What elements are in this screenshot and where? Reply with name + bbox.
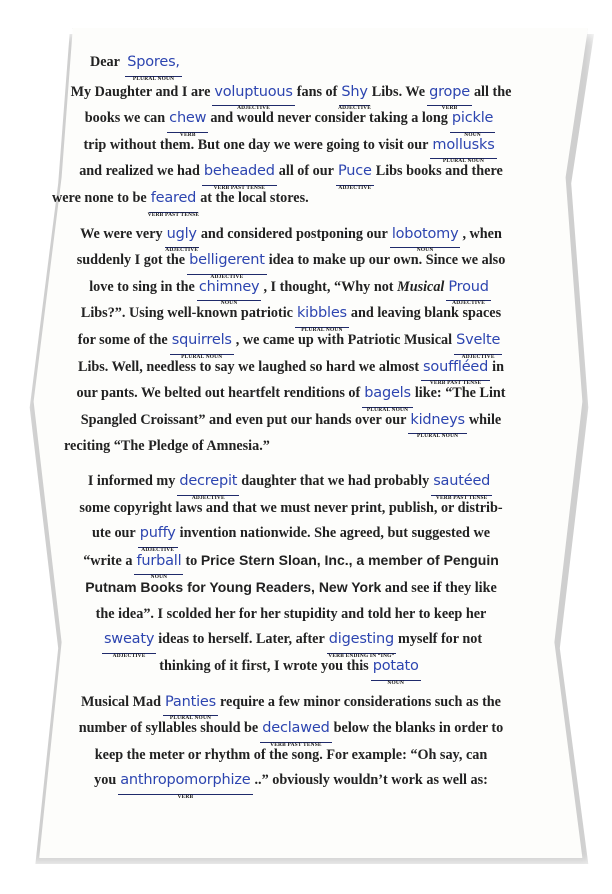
text: love to sing in the: [89, 278, 195, 295]
blank-fill: [450, 106, 495, 138]
text: myself for not: [398, 631, 483, 648]
text: below the blanks in order to: [333, 720, 504, 737]
filled-word: kidneys: [410, 411, 465, 428]
text: Spangled Croissant” and even put our hands over our: [80, 411, 407, 428]
word-type-caption: NOUN: [416, 247, 434, 254]
word-type-caption: VERB PAST TENSE: [213, 184, 266, 191]
blank-fill: [177, 469, 239, 501]
word-type-caption: VERB PAST TENSE: [147, 211, 200, 218]
blank-fill: [454, 328, 502, 360]
filled-word: lobotomy: [391, 225, 459, 242]
filled-word: Spores,: [127, 54, 180, 70]
word-type-caption: PLURAL NOUN: [442, 158, 485, 165]
blank-fill: [362, 381, 413, 413]
word-type-caption: NOUN: [464, 131, 481, 138]
word-type-caption: ADJECTIVE: [452, 300, 486, 307]
blank-fill: [163, 690, 218, 722]
text: I informed my: [87, 472, 176, 489]
text: for some of the: [77, 331, 168, 348]
text-line: [52, 133, 530, 165]
text: keep the meter or rhythm of the song. For example: “Oh say, can: [94, 746, 488, 763]
text-line: [52, 248, 530, 280]
blank-fill: [212, 80, 294, 112]
text-line: [52, 602, 530, 628]
word-type-caption: ADJECTIVE: [338, 184, 372, 191]
blank-fill: [147, 186, 200, 218]
text-line: [52, 768, 530, 801]
text-line: [52, 186, 530, 218]
text-line: [52, 408, 530, 440]
text: suddenly I got the: [76, 252, 186, 269]
filled-word: puffy: [139, 525, 176, 542]
blank-fill: [197, 275, 262, 307]
text: Price Stern Sloan, Inc., a member of Penguin: [200, 551, 499, 568]
text: were none to be: [52, 189, 147, 206]
blank-fill: [138, 521, 178, 553]
text: invention nationwide. She agreed, but suggested we: [179, 525, 490, 542]
word-type-caption: VERB PAST TENSE: [270, 741, 322, 748]
paragraph-2: [52, 222, 530, 460]
blank-fill: [421, 355, 490, 387]
filled-word: mollusks: [432, 136, 495, 153]
text: ute our: [91, 525, 136, 542]
filled-word: feared: [150, 189, 197, 206]
blank-fill: [371, 654, 421, 686]
text: Musical: [397, 278, 445, 295]
text: thinking of it first, I wrote you this: [159, 658, 369, 675]
word-type-caption: VERB PAST TENSE: [429, 380, 482, 387]
word-type-caption: PLURAL NOUN: [301, 326, 343, 333]
text: require a few minor considerations such as the: [219, 693, 501, 710]
text: and would never consider taking a long: [210, 110, 448, 127]
text: Dear: [90, 54, 120, 70]
filled-word: squirrels: [171, 331, 232, 348]
word-type-caption: ADJECTIVE: [112, 653, 146, 660]
filled-word: sweaty: [103, 631, 155, 648]
text: idea to make up our own. Since we also: [268, 252, 506, 269]
text: while: [468, 411, 502, 428]
paragraph-1: [52, 80, 530, 218]
text: , we came up with Patriotic Musical: [235, 331, 453, 348]
text: Putnam Books for Young Readers, New York: [85, 579, 382, 596]
text: to: [185, 552, 198, 569]
filled-word: potato: [372, 658, 419, 675]
blank-fill: [170, 328, 234, 360]
word-type-caption: ADJECTIVE: [141, 546, 175, 553]
text: some copyright laws and that we must never print, publish, or distrib-: [79, 499, 503, 516]
text: at the local stores.: [200, 189, 309, 206]
text-line: [52, 222, 530, 254]
blank-fill: [260, 716, 331, 748]
blank-fill: [125, 50, 182, 82]
blank-fill: [202, 159, 277, 191]
filled-word: bagels: [364, 385, 411, 402]
blank-fill: [134, 546, 183, 581]
text: all the: [473, 83, 512, 100]
text-line: [52, 627, 530, 660]
text-line: [52, 275, 530, 307]
blank-fill: [446, 275, 490, 307]
blank-fill: [431, 469, 492, 501]
blank-fill: [118, 768, 252, 801]
blank-fill: [167, 106, 208, 138]
filled-word: Proud: [448, 278, 489, 295]
filled-word: belligerent: [189, 252, 265, 269]
blank-fill: [430, 133, 496, 165]
text: ideas to herself. Later, after: [158, 631, 325, 648]
filled-word: Shy: [341, 83, 368, 100]
text: , I thought, “Why not: [263, 278, 394, 295]
text: Libs books and there: [375, 163, 503, 180]
text: and realized we had: [79, 163, 200, 180]
text-line: [52, 521, 530, 553]
text-line: [52, 355, 530, 387]
blank-fill: [102, 627, 156, 660]
blank-fill: [427, 80, 472, 112]
word-type-caption: NOUN: [387, 679, 405, 686]
word-type-caption: VERB PAST TENSE: [435, 494, 488, 501]
filled-word: voluptuous: [214, 83, 293, 100]
filled-word: anthropomorphize: [120, 772, 251, 789]
text: and see if they like: [384, 580, 497, 597]
text: you: [94, 772, 117, 789]
blank-fill: [187, 248, 267, 280]
text: “write a: [83, 552, 133, 569]
filled-word: decrepit: [179, 472, 238, 489]
filled-word: chew: [169, 110, 207, 127]
paragraph-4: [52, 690, 530, 801]
text-line: [52, 469, 530, 501]
text-line: [52, 548, 530, 581]
text: and leaving blank spaces: [350, 305, 502, 322]
text: our pants. We belted out heartfelt renditions of: [76, 385, 361, 402]
text: and considered postponing our: [200, 225, 388, 242]
text-line: [52, 690, 530, 722]
blank-fill: [336, 159, 374, 191]
text: the idea”. I scolded her for her stupidity and told her to keep her: [95, 605, 487, 622]
text: My Daughter and I are: [70, 83, 211, 100]
word-type-caption: VERB: [179, 131, 196, 138]
filled-word: digesting: [328, 631, 394, 648]
filled-word: declawed: [262, 720, 330, 737]
word-type-caption: PLURAL NOUN: [181, 353, 223, 360]
word-type-caption: PLURAL NOUN: [366, 406, 409, 413]
filled-word: beheaded: [203, 163, 275, 180]
blank-fill: [408, 408, 466, 440]
text: in: [492, 358, 504, 375]
text: number of syllables should be: [78, 720, 259, 737]
filled-word: Panties: [165, 693, 216, 710]
filled-word: kibbles: [296, 305, 347, 322]
filled-word: sautéed: [433, 472, 491, 489]
text-line: [52, 716, 530, 748]
text: books we can: [84, 110, 166, 127]
paragraph-3: [52, 469, 530, 686]
word-type-caption: ADJECTIVE: [210, 273, 244, 280]
text-line: [52, 80, 530, 112]
word-type-caption: ADJECTIVE: [237, 105, 271, 112]
filled-word: grope: [429, 83, 470, 100]
text-line: [52, 434, 530, 460]
blank-fill: [295, 301, 349, 333]
word-type-caption: ADJECTIVE: [338, 105, 372, 112]
text-line: [52, 328, 530, 360]
text: , when: [462, 225, 502, 242]
text: Libs. We: [371, 83, 426, 100]
filled-word: chimney: [198, 278, 260, 295]
blank-fill: [390, 222, 461, 254]
filled-word: Svelte: [456, 331, 501, 348]
text: ..” obviously wouldn’t work as well as:: [254, 772, 488, 789]
text: all of our: [278, 163, 334, 180]
letter-body: [52, 50, 530, 801]
text: fans of: [296, 83, 338, 100]
text: daughter that we had probably: [241, 472, 430, 489]
word-type-caption: PLURAL NOUN: [169, 715, 212, 722]
word-type-caption: VERB ENDING IN “ING”: [328, 653, 395, 660]
word-type-caption: VERB: [177, 794, 194, 801]
text: Libs. Well, needless to say we laughed so hard we almost: [77, 358, 420, 375]
word-type-caption: PLURAL NOUN: [416, 433, 459, 440]
word-type-caption: ADJECTIVE: [165, 247, 199, 254]
text: like: “The Lint: [414, 385, 506, 402]
word-type-caption: PLURAL NOUN: [132, 75, 175, 82]
word-type-caption: ADJECTIVE: [191, 494, 225, 501]
salutation: [52, 50, 530, 82]
filled-word: ugly: [166, 225, 197, 242]
filled-word: souffléed: [423, 358, 489, 375]
text: trip without them. But one day we were going to visit our: [83, 136, 429, 153]
filled-word: Puce: [337, 163, 372, 180]
blank-fill: [165, 222, 199, 254]
text-line: [52, 575, 530, 602]
word-type-caption: ADJECTIVE: [461, 353, 495, 360]
word-type-caption: NOUN: [220, 300, 238, 307]
filled-word: pickle: [451, 110, 494, 127]
blank-fill: [327, 627, 396, 660]
filled-word: furball: [136, 552, 182, 569]
text: We were very: [80, 225, 163, 242]
word-type-caption: VERB: [441, 105, 458, 112]
text: reciting “The Pledge of Amnesia.”: [64, 438, 270, 455]
text: Libs?”. Using well-known patriotic: [80, 305, 293, 322]
blank-fill: [338, 80, 372, 112]
text-line: [52, 106, 530, 138]
word-type-caption: NOUN: [150, 574, 168, 581]
text: Musical Mad: [81, 693, 162, 710]
